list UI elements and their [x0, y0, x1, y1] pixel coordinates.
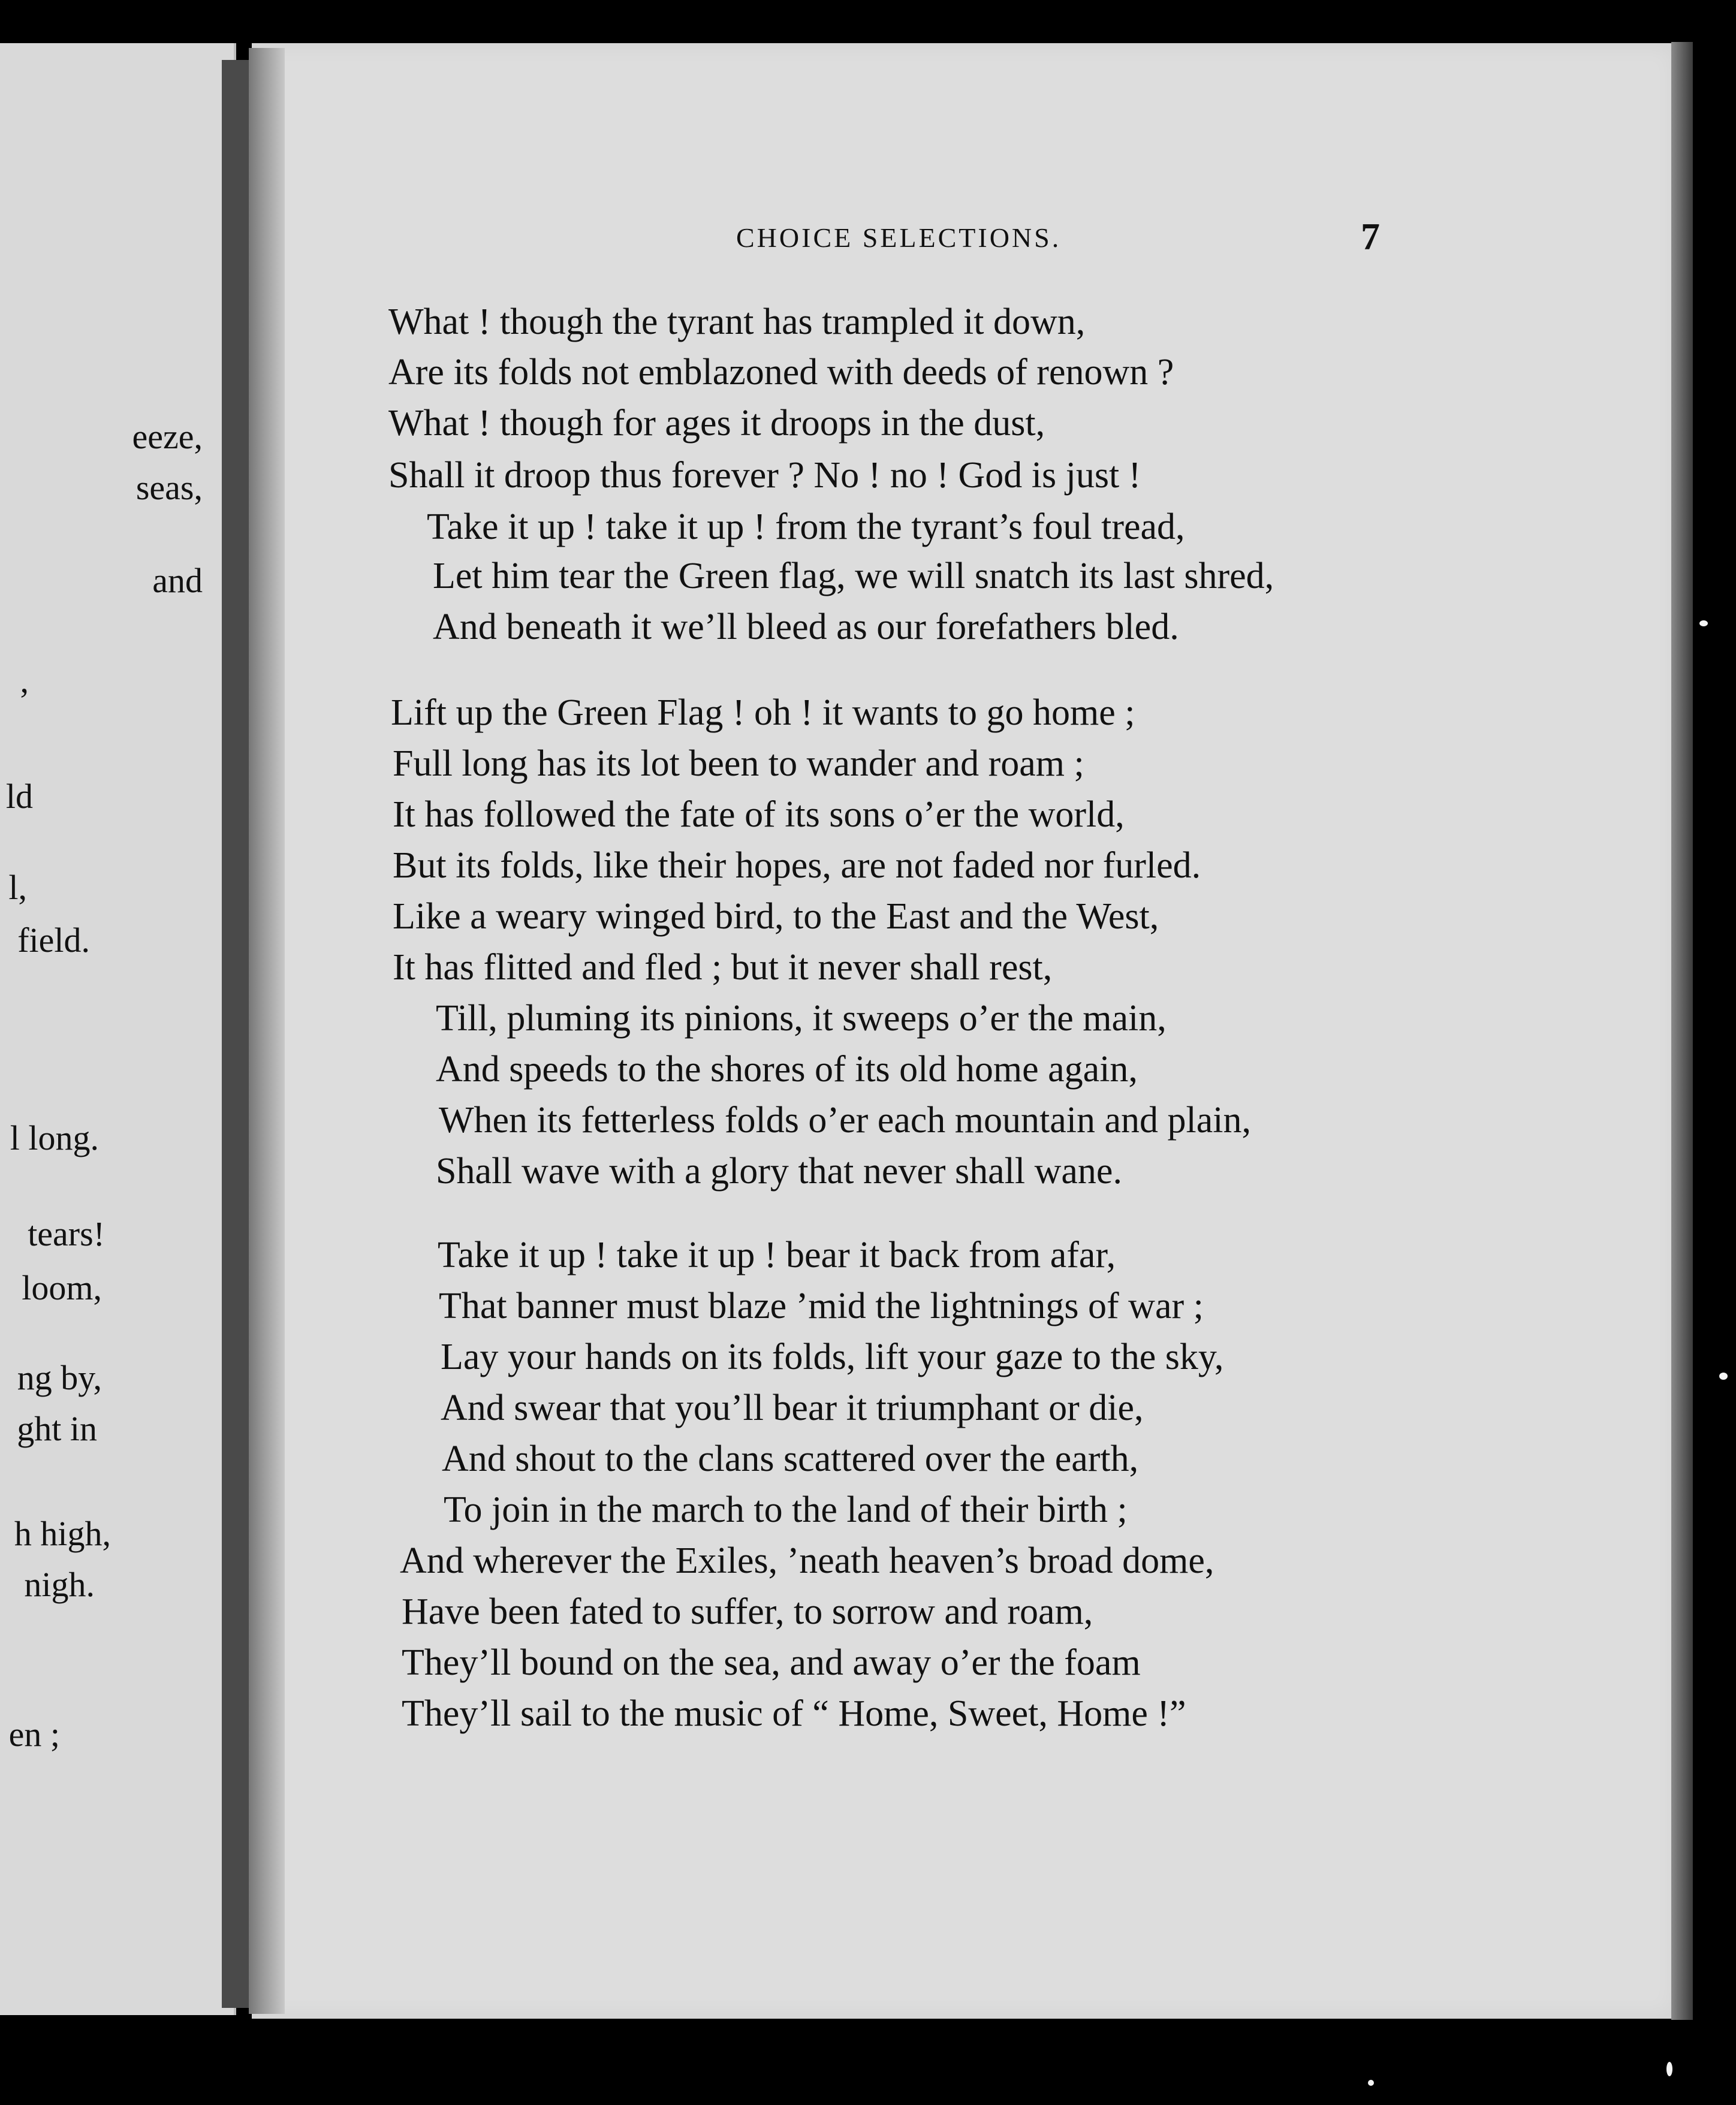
verse-line: Are its folds not emblazoned with deeds of renown ?: [388, 352, 1174, 393]
scan-speck: [1368, 2080, 1374, 2086]
running-head: CHOICE SELECTIONS.: [736, 222, 1062, 253]
left-fragment: ’: [18, 681, 30, 720]
verse-line: And speeds to the shores of its old home again,: [436, 1049, 1138, 1090]
verse-line: Let him tear the Green flag, we will snatch its last shred,: [433, 556, 1274, 596]
left-fragment: tears!: [28, 1214, 105, 1253]
verse-line: What ! though the tyrant has trampled it down,: [388, 301, 1086, 342]
verse-line: But its folds, like their hopes, are not faded nor furled.: [393, 845, 1201, 886]
verse-line: That banner must blaze ’mid the lightnings of war ;: [439, 1286, 1204, 1326]
verse-line: Like a weary winged bird, to the East and the West,: [393, 896, 1159, 937]
left-fragment: ng by,: [17, 1358, 102, 1397]
verse-line: They’ll sail to the music of “ Home, Sweet, Home !”: [402, 1693, 1186, 1734]
verse-line: Shall it droop thus forever ? No ! no ! God is just !: [388, 455, 1141, 496]
left-facing-page: [0, 43, 236, 2015]
verse-line: And swear that you’ll bear it triumphant or die,: [441, 1388, 1144, 1428]
page-edge: [1671, 42, 1693, 2020]
left-fragment: en ;: [8, 1715, 60, 1754]
scan-speck: [1666, 2062, 1672, 2076]
verse-line: Shall wave with a glory that never shall wane.: [436, 1151, 1122, 1192]
left-fragment: ght in: [17, 1409, 97, 1448]
left-fragment: eeze,: [132, 417, 203, 456]
verse-line: Lay your hands on its folds, lift your gaze to the sky,: [441, 1337, 1224, 1377]
verse-line: To join in the march to the land of their birth ;: [444, 1489, 1128, 1530]
verse-line: When its fetterless folds o’er each mountain and plain,: [439, 1100, 1251, 1141]
verse-line: Lift up the Green Flag ! oh ! it wants to go home ;: [391, 692, 1135, 733]
left-fragment: ld: [5, 777, 33, 816]
gutter-shadow: [249, 48, 285, 2014]
verse-line: They’ll bound on the sea, and away o’er the foam: [402, 1642, 1141, 1683]
verse-line: Have been fated to suffer, to sorrow and roam,: [402, 1591, 1093, 1632]
left-fragment: l long.: [10, 1118, 99, 1157]
left-fragment: loom,: [22, 1268, 102, 1307]
left-fragment: h high,: [14, 1514, 111, 1553]
page-number: 7: [1361, 215, 1380, 258]
verse-line: It has flitted and fled ; but it never shall rest,: [393, 947, 1053, 988]
verse-line: Take it up ! take it up ! from the tyrant’s foul tread,: [427, 506, 1185, 547]
verse-line: It has followed the fate of its sons o’er the world,: [393, 794, 1125, 835]
left-fragment: l,: [8, 868, 27, 907]
left-fragment: seas,: [135, 468, 203, 507]
verse-line: And wherever the Exiles, ’neath heaven’s broad dome,: [400, 1540, 1214, 1581]
verse-line: Till, pluming its pinions, it sweeps o’er the main,: [436, 998, 1167, 1039]
verse-line: Take it up ! take it up ! bear it back from afar,: [438, 1235, 1116, 1275]
scan-speck: [1699, 620, 1708, 626]
left-fragment: nigh.: [24, 1565, 95, 1604]
verse-line: And beneath it we’ll bleed as our forefathers bled.: [433, 607, 1179, 647]
verse-line: Full long has its lot been to wander and roam ;: [393, 743, 1084, 784]
left-fragment: field.: [17, 921, 90, 960]
scan-speck: [1719, 1373, 1728, 1380]
left-fragment: and: [152, 561, 203, 600]
verse-line: And shout to the clans scattered over the earth,: [442, 1438, 1139, 1479]
verse-line: What ! though for ages it droops in the dust,: [388, 403, 1045, 444]
